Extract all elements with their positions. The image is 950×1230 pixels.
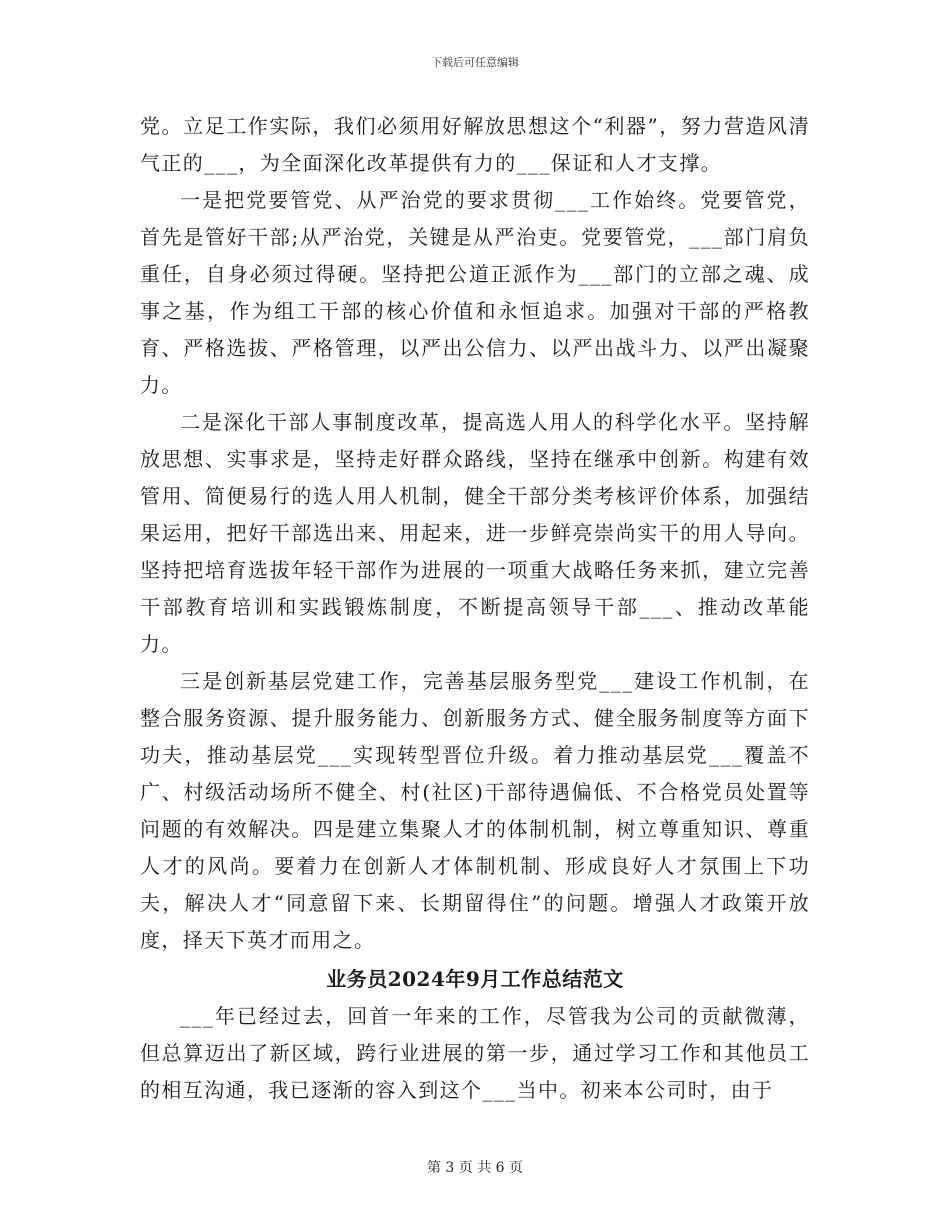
paragraph-continuation: 党。立足工作实际，我们必须用好解放思想这个“利器”，努力营造风清气正的___，为全面深化改革提供有力的___保证和人才支撑。 — [140, 114, 810, 175]
section-title: 业务员2024年9月工作总结范文 — [326, 967, 624, 991]
page-number: 第 3 页 共 6 页 — [426, 1160, 524, 1176]
document-body — [140, 108, 810, 1109]
section-paragraph: ___年已经过去，回首一年来的工作，尽管我为公司的贡献微薄，但总算迈出了新区域，跨行业进展的第一步，通过学习工作和其他员工的相互沟通，我已逐渐的容入到这个___当中。初来本公司时，由于 — [140, 1004, 810, 1102]
header-note: 下载后可任意编辑 — [431, 56, 519, 69]
paragraph-point-two: 二是深化干部人事制度改革，提高选人用人的科学化水平。坚持解放思想、实事求是，坚持走好群众路线，坚持在继承中创新。构建有效管用、简便易行的选人用人机制，健全干部分类考核评价体系，加强结果运用，把好干部选出来、用起来，进一步鲜亮崇尚实干的用人导向。坚持把培育选拔年轻干部作为进展的一项重大战略任务来抓，建立完善干部教育培训和实践锻炼制度，不断提高领导干部___、推动改革能力。 — [140, 410, 810, 656]
paragraph-point-one: 一是把党要管党、从严治党的要求贯彻___工作始终。党要管党，首先是管好干部;从严治党，关键是从严治吏。党要管党，___部门肩负重任，自身必须过得硬。坚持把公道正派作为___部门的立部之魂、成事之基，作为组工干部的核心价值和永恒追求。加强对干部的严格教育、严格选拔、严格管理，以严出公信力、以严出战斗力、以严出凝聚力。 — [140, 188, 810, 397]
paragraph-point-three: 三是创新基层党建工作，完善基层服务型党___建设工作机制，在整合服务资源、提升服务能力、创新服务方式、健全服务制度等方面下功夫，推动基层党___实现转型晋位升级。着力推动基层党___覆盖不广、村级活动场所不健全、村(社区)干部待遇偏低、不合格党员处置等问题的有效解决。四是建立集聚人才的体制机制，树立尊重知识、尊重人才的风尚。要着力在创新人才体制机制、形成良好人才氛围上下功夫，解决人才“同意留下来、长期留得住”的问题。增强人才政策开放度，择天下英才而用之。 — [140, 669, 810, 952]
